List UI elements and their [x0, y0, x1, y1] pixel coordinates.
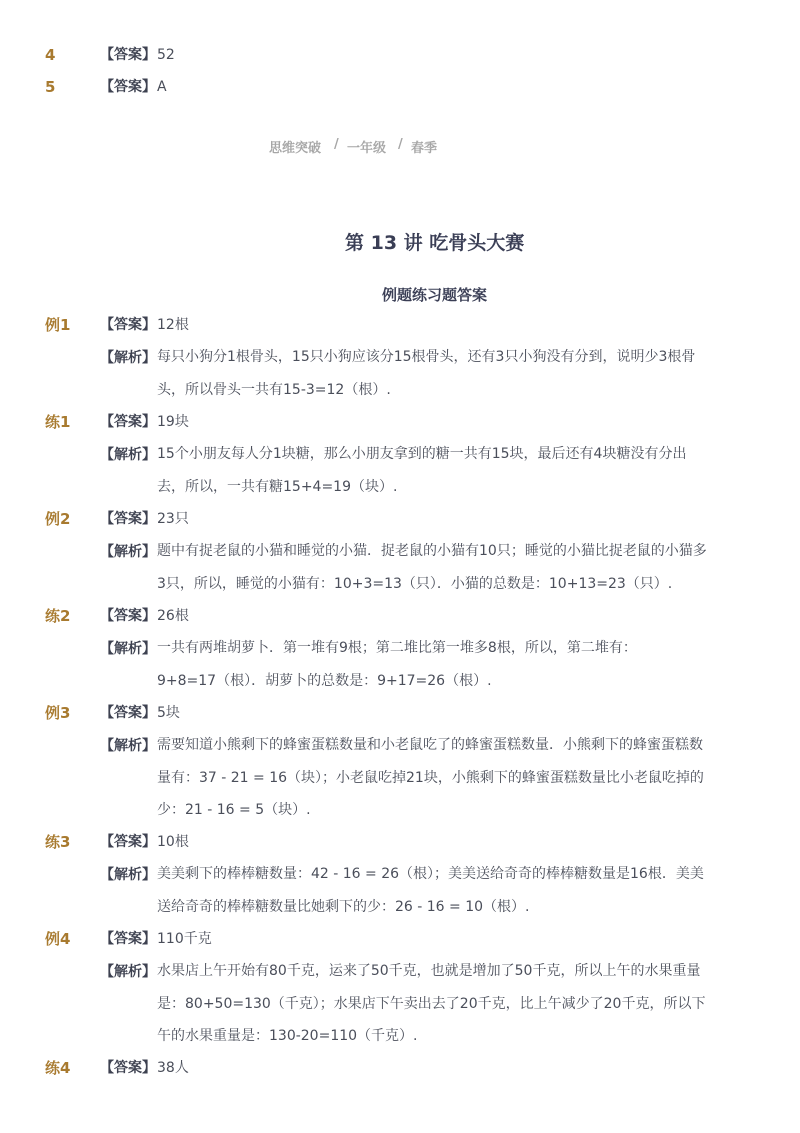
explanation-line: 是：80+50=130（千克）；水果店下午卖出去了20千克，比上午减少了20千克，所以下 [157, 996, 706, 1012]
section-title: 例题练习题答案 [382, 286, 488, 304]
explanation-tag: 【解析】 [100, 447, 156, 463]
answer-tag: 【答案】 [100, 47, 156, 63]
breadcrumb-part: 一年级 [347, 141, 387, 156]
answer-value: 38人 [157, 1060, 189, 1076]
answer-tag: 【答案】 [100, 705, 156, 721]
explanation-line: 午的水果重量是：130-20=110（千克）. [157, 1028, 418, 1044]
explanation-tag: 【解析】 [100, 964, 156, 980]
item-label: 例3 [45, 704, 71, 722]
explanation-line: 头，所以骨头一共有15-3=12（根）. [157, 382, 391, 398]
explanation-tag: 【解析】 [100, 350, 156, 366]
answer-value: 10根 [157, 834, 189, 850]
explanation-tag: 【解析】 [100, 738, 156, 754]
explanation-line: 题中有捉老鼠的小猫和睡觉的小猫．捉老鼠的小猫有10只；睡觉的小猫比捉老鼠的小猫多 [157, 543, 707, 559]
answer-value: 26根 [157, 608, 189, 624]
item-label: 练4 [45, 1059, 71, 1077]
explanation-line: 量有：37 - 21 = 16（块）；小老鼠吃掉21块，小熊剩下的蜂蜜蛋糕数量比小老鼠吃掉的 [157, 770, 704, 786]
explanation-line: 去，所以，一共有糖15+4=19（块）. [157, 479, 398, 495]
explanation-line: 需要知道小熊剩下的蜂蜜蛋糕数量和小老鼠吃了的蜂蜜蛋糕数量．小熊剩下的蜂蜜蛋糕数 [157, 737, 703, 753]
answer-tag: 【答案】 [100, 1060, 156, 1076]
answer-tag: 【答案】 [100, 79, 156, 95]
breadcrumb-separator: / [334, 137, 339, 152]
explanation-line: 水果店上午开始有80千克，运来了50千克，也就是增加了50千克，所以上午的水果重量 [157, 963, 701, 979]
question-number: 4 [45, 46, 56, 64]
answer-tag: 【答案】 [100, 511, 156, 527]
lecture-title: 第 13 讲 吃骨头大赛 [345, 232, 525, 254]
answer-tag: 【答案】 [100, 608, 156, 624]
explanation-tag: 【解析】 [100, 641, 156, 657]
explanation-line: 3只，所以，睡觉的小猫有：10+3=13（只）．小猫的总数是：10+13=23（只）. [157, 576, 673, 592]
question-number: 5 [45, 78, 56, 96]
explanation-line: 送给奇奇的棒棒糖数量比她剩下的少：26 - 16 = 10（根）. [157, 899, 530, 915]
explanation-line: 9+8=17（根）．胡萝卜的总数是：9+17=26（根）. [157, 673, 492, 689]
answer-value: A [157, 79, 167, 95]
answer-value: 23只 [157, 511, 189, 527]
item-label: 例2 [45, 510, 71, 528]
item-label: 例1 [45, 316, 71, 334]
answer-tag: 【答案】 [100, 834, 156, 850]
answer-tag: 【答案】 [100, 317, 156, 333]
breadcrumb-part: 春季 [411, 141, 438, 156]
explanation-line: 一共有两堆胡萝卜．第一堆有9根；第二堆比第一堆多8根，所以，第二堆有： [157, 640, 637, 656]
item-label: 练2 [45, 607, 71, 625]
answer-value: 19块 [157, 414, 189, 430]
breadcrumb-part: 思维突破 [269, 141, 322, 156]
answer-value: 110千克 [157, 931, 212, 947]
breadcrumb-separator: / [398, 137, 403, 152]
item-label: 练1 [45, 413, 71, 431]
answer-tag: 【答案】 [100, 414, 156, 430]
answer-value: 12根 [157, 317, 189, 333]
item-label: 例4 [45, 930, 71, 948]
answer-value: 52 [157, 47, 175, 63]
item-label: 练3 [45, 833, 71, 851]
answer-value: 5块 [157, 705, 180, 721]
explanation-line: 美美剩下的棒棒糖数量：42 - 16 = 26（根）；美美送给奇奇的棒棒糖数量是16根．美美 [157, 866, 704, 882]
explanation-line: 每只小狗分1根骨头，15只小狗应该分15根骨头，还有3只小狗没有分到，说明少3根骨 [157, 349, 696, 365]
explanation-line: 少：21 - 16 = 5（块）. [157, 802, 311, 818]
explanation-line: 15个小朋友每人分1块糖，那么小朋友拿到的糖一共有15块，最后还有4块糖没有分出 [157, 446, 687, 462]
explanation-tag: 【解析】 [100, 867, 156, 883]
explanation-tag: 【解析】 [100, 544, 156, 560]
answer-tag: 【答案】 [100, 931, 156, 947]
